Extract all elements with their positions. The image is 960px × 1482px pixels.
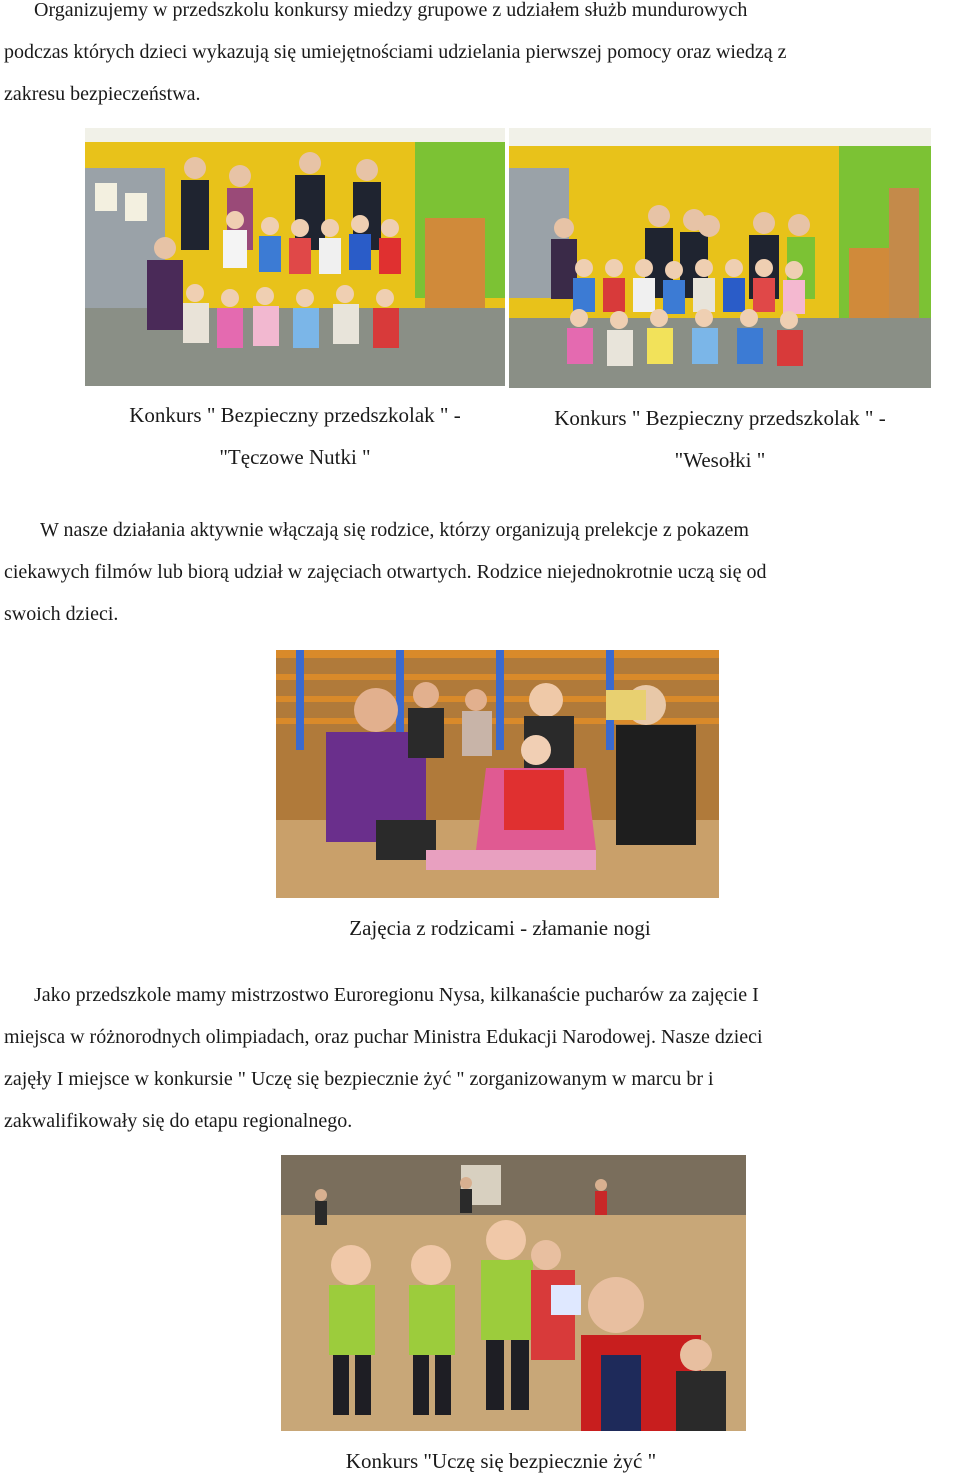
paragraph-3-line-1: Jako przedszkole mamy mistrzostwo Euroregionu Nysa, kilkanaście pucharów za zajęcie I xyxy=(34,984,759,1006)
caption-photo-3: Zajęcia z rodzicami - złamanie nogi xyxy=(349,916,651,940)
caption-photo-1-line-2: "Tęczowe Nutki " xyxy=(219,445,371,469)
paragraph-1-line-3: zakresu bezpieczeństwa. xyxy=(4,83,201,105)
paragraph-2-line-2: ciekawych filmów lub biorą udział w zajęciach otwartych. Rodzice niejednokrotnie uczą się od xyxy=(4,561,767,583)
paragraph-1-line-2: podczas których dzieci wykazują się umiejętnościami udzielania pierwszej pomocy oraz wiedzą z xyxy=(4,41,787,63)
photo-teczowe-nutki xyxy=(85,128,505,386)
photo-zajecia-z-rodzicami xyxy=(276,650,719,898)
caption-photo-2-line-1: Konkurs " Bezpieczny przedszkolak " - xyxy=(554,406,886,430)
group-photo-image xyxy=(509,128,931,388)
paragraph-1-line-1: Organizujemy w przedszkolu konkursy miedzy grupowe z udziałem służb mundurowych xyxy=(34,0,748,21)
paragraph-3-line-3: zajęły I miejsce w konkursie " Uczę się bezpiecznie żyć " zorganizowanym w marcu br i xyxy=(4,1068,714,1090)
paragraph-2-line-1: W nasze działania aktywnie włączają się rodzice, którzy organizują prelekcje z pokazem xyxy=(40,519,749,541)
caption-photo-1-line-1: Konkurs " Bezpieczny przedszkolak " - xyxy=(129,403,461,427)
photo-konkurs-ucze-sie xyxy=(281,1155,746,1431)
paragraph-3-line-4: zakwalifikowały się do etapu regionalnego. xyxy=(4,1110,353,1132)
photo-wesolki xyxy=(509,128,931,388)
caption-photo-2-line-2: "Wesołki " xyxy=(674,448,766,472)
gym-photo-image xyxy=(276,650,719,898)
caption-photo-4: Konkurs "Uczę się bezpiecznie żyć " xyxy=(345,1449,657,1473)
paragraph-2-line-3: swoich dzieci. xyxy=(4,603,119,625)
paragraph-3-line-2: miejsca w różnorodnych olimpiadach, oraz puchar Ministra Edukacji Narodowej. Nasze dzieci xyxy=(4,1026,763,1048)
group-photo-image xyxy=(85,128,505,386)
competition-photo-image xyxy=(281,1155,746,1431)
